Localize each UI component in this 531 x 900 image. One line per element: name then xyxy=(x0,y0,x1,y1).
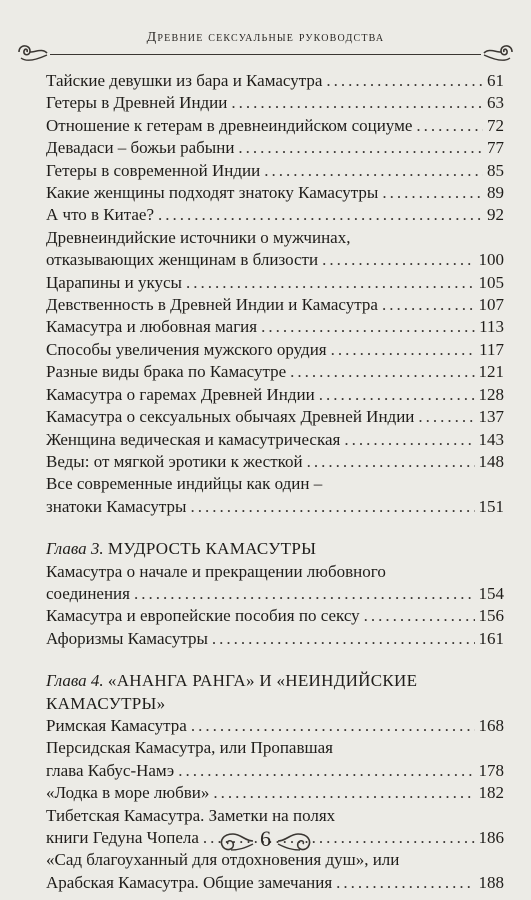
toc-entry xyxy=(46,272,504,294)
toc-entry-line xyxy=(46,160,504,182)
toc-entry-title: Тибетская Камасутра. Заметки на полях xyxy=(46,805,336,825)
dot-leader xyxy=(290,361,474,383)
dot-leader xyxy=(319,384,475,406)
toc-entry-line xyxy=(46,583,504,605)
toc-entry-page-number: 182 xyxy=(478,783,504,803)
toc-entry xyxy=(46,429,504,451)
toc-entry-title: Отношение к гетерам в древнеиндийском социуме xyxy=(46,115,413,135)
toc-entry-line xyxy=(46,182,504,204)
toc-entry-page-number: 89 xyxy=(487,183,504,203)
toc-entry-line xyxy=(46,782,504,804)
toc-entry-page-number: 92 xyxy=(487,205,504,225)
toc-entry-title: Камасутра и европейские пособия по сексу xyxy=(46,606,360,626)
toc-entry-page-number: 137 xyxy=(478,407,504,427)
dot-leader xyxy=(191,715,475,737)
table-of-contents xyxy=(46,70,504,894)
dot-leader xyxy=(231,92,483,114)
toc-entry-page-number: 100 xyxy=(478,250,504,270)
toc-entry xyxy=(46,204,504,226)
toc-entry-page-number: 128 xyxy=(478,384,504,404)
toc-section-chapter4 xyxy=(46,715,504,894)
toc-entry xyxy=(46,115,504,137)
toc-entry-page-number: 77 xyxy=(487,138,504,158)
dot-leader xyxy=(186,272,475,294)
toc-entry xyxy=(46,70,504,92)
toc-entry-line xyxy=(46,384,504,406)
toc-entry xyxy=(46,227,504,272)
dot-leader xyxy=(261,316,475,338)
toc-entry xyxy=(46,182,504,204)
toc-entry xyxy=(46,715,504,737)
chapter-label: Глава 4. xyxy=(46,671,104,691)
dot-leader xyxy=(418,406,474,428)
dot-leader xyxy=(134,583,475,605)
dot-leader xyxy=(158,204,483,226)
dot-leader xyxy=(331,339,476,361)
toc-entry-line xyxy=(46,496,504,518)
toc-entry-line xyxy=(46,316,504,338)
toc-entry xyxy=(46,406,504,428)
toc-entry xyxy=(46,628,504,650)
dot-leader xyxy=(238,137,483,159)
toc-entry-title: Веды: от мягкой эротики к жесткой xyxy=(46,451,303,471)
toc-entry-title: отказывающих женщинам в близости xyxy=(46,250,319,270)
dot-leader xyxy=(264,160,483,182)
toc-entry-line xyxy=(46,361,504,383)
toc-entry-title: Персидская Камасутра, или Пропавшая xyxy=(46,738,333,758)
toc-entry-line xyxy=(46,92,504,114)
toc-entry-page-number: 121 xyxy=(478,362,504,382)
toc-entry-page-number: 113 xyxy=(479,317,504,337)
toc-entry xyxy=(46,361,504,383)
toc-entry-title: Камасутра о гаремах Древней Индии xyxy=(46,384,315,404)
toc-entry xyxy=(46,316,504,338)
toc-entry-line xyxy=(46,115,504,137)
toc-entry-title: Все современные индийцы как один – xyxy=(46,474,323,494)
scroll-ornament-icon xyxy=(481,40,515,64)
toc-entry-page-number: 151 xyxy=(478,496,504,516)
chapter-label: Глава 3. xyxy=(46,539,104,559)
toc-entry-title: Камасутра о начале и прекращении любовного xyxy=(46,561,386,581)
toc-entry-title: А что в Китае? xyxy=(46,205,155,225)
header-rule xyxy=(50,54,481,55)
toc-entry-title: Древнеиндийские источники о мужчинах, xyxy=(46,227,351,247)
toc-entry-page-number: 168 xyxy=(478,715,504,735)
toc-entry-line xyxy=(46,429,504,451)
toc-entry-line xyxy=(46,760,504,782)
toc-entry xyxy=(46,384,504,406)
toc-entry xyxy=(46,92,504,114)
toc-entry-page-number: 161 xyxy=(478,628,504,648)
dot-leader xyxy=(364,605,475,627)
toc-entry-title: Гетеры в Древней Индии xyxy=(46,93,228,113)
toc-entry-title: Арабская Камасутра. Общие замечания xyxy=(46,872,333,892)
toc-entry-title: «Сад благоуханный для отдохновения душ», или xyxy=(46,850,400,870)
toc-entry-page-number: 117 xyxy=(479,339,504,359)
toc-entry-title: Царапины и укусы xyxy=(46,272,182,292)
running-header xyxy=(0,0,531,66)
toc-entry xyxy=(46,294,504,316)
scroll-ornament-icon xyxy=(276,828,316,854)
toc-entry-title: Разные виды брака по Камасутре xyxy=(46,362,287,382)
toc-entry-title: Женщина ведическая и камасутрическая xyxy=(46,429,341,449)
dot-leader xyxy=(344,429,474,451)
dot-leader xyxy=(336,872,474,894)
toc-entry-line xyxy=(46,473,504,495)
toc-entry-page-number: 107 xyxy=(478,295,504,315)
toc-entry-title: Камасутра и любовная магия xyxy=(46,317,258,337)
toc-entry-line xyxy=(46,339,504,361)
toc-entry-title: соединения xyxy=(46,583,130,603)
toc-entry-line xyxy=(46,872,504,894)
dot-leader xyxy=(307,451,475,473)
toc-entry-line xyxy=(46,294,504,316)
dot-leader xyxy=(322,249,474,271)
toc-entry xyxy=(46,160,504,182)
toc-entry-page-number: 85 xyxy=(487,160,504,180)
toc-entry-page-number: 148 xyxy=(478,451,504,471)
toc-entry-page-number: 143 xyxy=(478,429,504,449)
toc-entry-line xyxy=(46,137,504,159)
dot-leader xyxy=(326,70,483,92)
dot-leader xyxy=(382,182,483,204)
toc-entry-title: Девственность в Древней Индии и Камасутра xyxy=(46,295,378,315)
dot-leader xyxy=(213,782,474,804)
toc-entry-title: Девадаси – божьи рабыни xyxy=(46,138,235,158)
toc-entry-title: «Лодка в море любви» xyxy=(46,783,210,803)
toc-entry-title: книги Гедуна Чопела xyxy=(46,828,199,847)
toc-entry-line xyxy=(46,451,504,473)
dot-leader xyxy=(212,628,475,650)
chapter-heading-4 xyxy=(46,670,504,715)
dot-leader xyxy=(178,760,474,782)
toc-entry xyxy=(46,137,504,159)
toc-entry-line xyxy=(46,561,504,583)
toc-entry xyxy=(46,339,504,361)
toc-entry-title: Римская Камасутра xyxy=(46,715,187,735)
toc-entry xyxy=(46,473,504,518)
toc-section-chapter2-continued xyxy=(46,70,504,518)
toc-entry xyxy=(46,737,504,782)
page-footer xyxy=(0,824,531,860)
toc-entry-page-number: 154 xyxy=(478,583,504,603)
toc-entry xyxy=(46,561,504,606)
toc-entry-title: Гетеры в современной Индии xyxy=(46,160,261,180)
toc-entry-line xyxy=(46,406,504,428)
toc-entry-line xyxy=(46,227,504,249)
toc-entry-page-number: 63 xyxy=(487,93,504,113)
toc-entry-page-number: 156 xyxy=(478,606,504,626)
toc-entry-page-number: 61 xyxy=(487,71,504,90)
toc-entry-title: Афоризмы Камасутры xyxy=(46,628,208,648)
toc-entry-title: Способы увеличения мужского орудия xyxy=(46,339,327,359)
toc-entry-line xyxy=(46,204,504,226)
toc-entry-page-number: 72 xyxy=(487,115,504,135)
toc-entry xyxy=(46,782,504,804)
toc-entry-title: Тайские девушки из бара и Камасутра xyxy=(46,71,323,90)
toc-entry-line xyxy=(46,272,504,294)
chapter-name: МУДРОСТЬ КАМАСУТРЫ xyxy=(107,539,317,559)
toc-entry-line xyxy=(46,737,504,759)
toc-entry xyxy=(46,451,504,473)
toc-entry-line xyxy=(46,628,504,650)
running-header-title: Древние сексуальные руководства xyxy=(146,30,385,45)
dot-leader xyxy=(190,496,474,518)
toc-entry-title: знатоки Камасутры xyxy=(46,496,187,516)
toc-entry-title: Камасутра о сексуальных обычаях Древней Индии xyxy=(46,407,415,427)
chapter-name-line-1: «АНАНГА РАНГА» И «НЕИНДИЙСКИЕ xyxy=(107,671,418,691)
toc-entry-title: глава Кабус-Намэ xyxy=(46,760,175,780)
toc-section-chapter3 xyxy=(46,561,504,651)
page-number: 6 xyxy=(260,826,271,851)
toc-entry-page-number: 186 xyxy=(478,828,504,847)
dot-leader xyxy=(382,294,475,316)
toc-entry xyxy=(46,605,504,627)
toc-entry-line xyxy=(46,249,504,271)
chapter-heading-3 xyxy=(46,538,504,560)
chapter-name-line-2: КАМАСУТРЫ» xyxy=(46,693,166,713)
toc-entry-line xyxy=(46,70,504,92)
toc-entry-page-number: 105 xyxy=(478,272,504,292)
dot-leader xyxy=(416,115,483,137)
toc-entry-line xyxy=(46,605,504,627)
toc-entry-page-number: 188 xyxy=(478,872,504,892)
toc-entry-title: Какие женщины подходят знатоку Камасутры xyxy=(46,183,379,203)
toc-entry-page-number: 178 xyxy=(478,760,504,780)
toc-entry-line xyxy=(46,715,504,737)
